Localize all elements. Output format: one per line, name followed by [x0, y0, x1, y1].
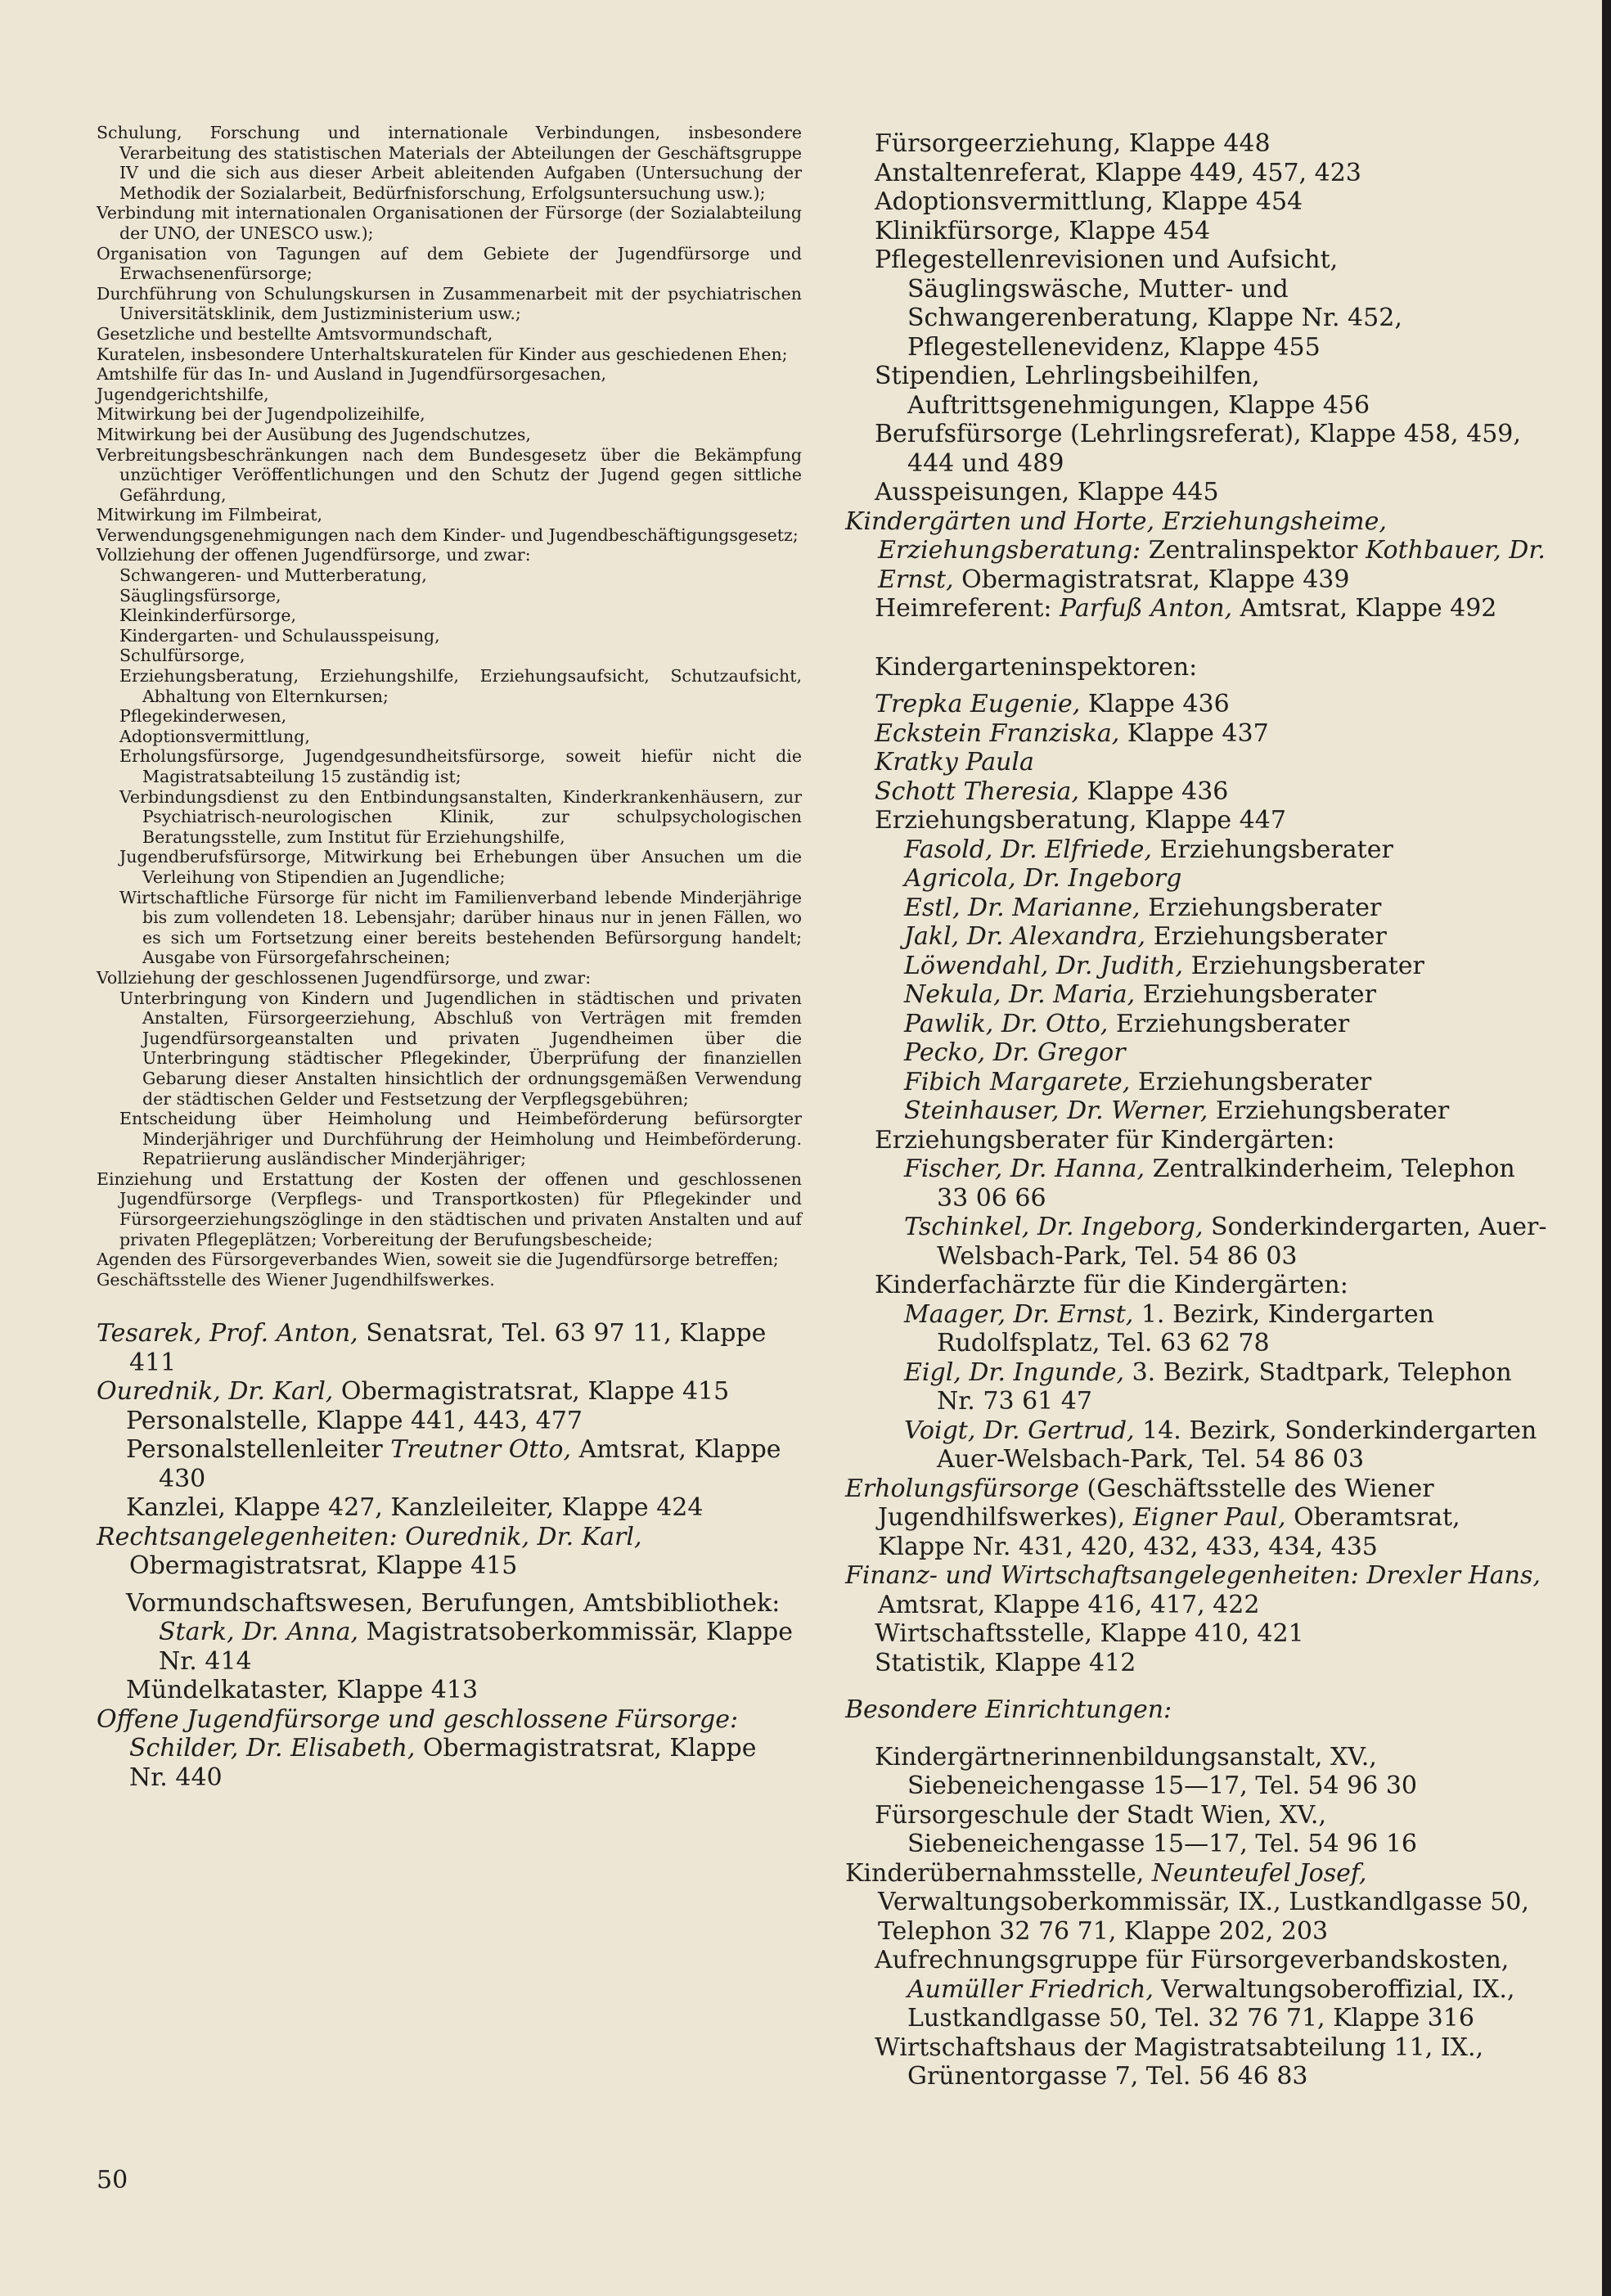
entry-name: Nekula, Dr. Maria,	[904, 980, 1136, 1009]
entry-name: Jakl, Dr. Alexandra,	[904, 922, 1146, 951]
entry-text: Senatsrat, Tel. 63 97 11, Klappe 411	[129, 1319, 767, 1377]
entry-text: Ausspeisungen, Klappe 445	[875, 478, 1219, 506]
entry-name: Treutner Otto,	[390, 1435, 572, 1465]
duty-item: Durchführung von Schulungskursen in Zusammenarbeit mit der psychiatrischen Universitätsklinik, dem Justizministerium usw.;	[97, 283, 802, 324]
directory-entry	[845, 1619, 1550, 1649]
entry-name: Kindergärten und Horte, Erziehungsheime, Erziehungsberatung:	[845, 506, 1387, 565]
directory-entry	[845, 1300, 1550, 1358]
entry-text: Sonderkindergarten, Auer-Welsbach-Park, Tel. 54 86 03	[937, 1213, 1547, 1271]
entry-name: Eigner Paul,	[1132, 1503, 1286, 1532]
entry-name: Erholungsfürsorge	[845, 1474, 1079, 1503]
directory-entry	[845, 1474, 1550, 1562]
duty-item: Entscheidung über Heimholung und Heimbeförderung befürsorgter Minderjähriger und Durchführung der Heimholung und Heimbeförderung. Repatriierung ausländischer Minderjähriger;	[119, 1109, 802, 1169]
entry-text: Personalstelle, Klappe 441, 443, 477	[126, 1406, 583, 1435]
entry-name: Pawlik, Dr. Otto,	[904, 1009, 1109, 1038]
entry-name: Estl, Dr. Marianne,	[904, 893, 1141, 922]
entry-name: Rechtsangelegenheiten: Ourednik, Dr. Karl,	[97, 1522, 642, 1551]
directory-entry	[845, 594, 1550, 624]
duty-item: Jugendberufsfürsorge, Mitwirkung bei Erhebungen über Ansuchen um die Verleihung von Stipendien an Jugendliche;	[119, 847, 802, 887]
entry-name: Fasold, Dr. Elfriede,	[904, 835, 1152, 864]
entry-text: Klappe 436	[1078, 777, 1229, 806]
entry-name: Kratky Paula	[875, 748, 1034, 777]
directory-entry	[845, 1416, 1550, 1474]
entry-text: Kinderübernahmsstelle,	[845, 1858, 1152, 1888]
entry-text: Kinderfachärzte für die Kindergärten:	[875, 1271, 1348, 1299]
directory-entry	[845, 478, 1550, 507]
entry-text: Verwaltungsoberoffizial, IX., Lustkandlgasse 50, Tel. 32 76 71, Klappe 316	[907, 1974, 1515, 2033]
directory-entry	[845, 1068, 1550, 1097]
entry-name: Schott Theresia,	[875, 777, 1079, 806]
directory-entry	[845, 1010, 1550, 1039]
entry-name: Pecko, Dr. Gregor	[904, 1038, 1126, 1067]
directory-entry	[845, 1213, 1550, 1271]
duty-item: Geschäftsstelle des Wiener Jugendhilfswerkes.	[97, 1269, 495, 1290]
directory-entry	[845, 187, 1550, 217]
directory-entry	[845, 1859, 1550, 1947]
entry-text: Fürsorgeschule der Stadt Wien, XV., Siebeneichengasse 15—17, Tel. 54 96 16	[875, 1800, 1418, 1858]
entry-text: Verwaltungsoberkommissär, IX., Lustkandlgasse 50, Telephon 32 76 71, Klappe 202, 203	[878, 1888, 1529, 1946]
duty-item: Einziehung und Erstattung der Kosten der offenen und geschlossenen Jugendfürsorge (Verpflegs- und Transportkosten) für Pflegekinder und Fürsorgeerziehungszöglinge in den städtischen und privaten Anstalten und auf privaten Pflegeplätzen; Vorbereitung der Berufungsbescheide;	[97, 1168, 802, 1249]
directory-entry	[97, 1589, 802, 1677]
duty-item: Jugendgerichtshilfe,	[97, 384, 269, 404]
entry-text: 1. Bezirk, Kindergarten Rudolfsplatz, Tel. 63 62 78	[937, 1299, 1434, 1357]
entry-text: Erziehungsberater	[1145, 922, 1387, 951]
entry-text: Heimreferent:	[875, 594, 1060, 623]
entry-name: Fischer, Dr. Hanna,	[904, 1155, 1145, 1183]
directory-entry	[845, 1038, 1550, 1068]
directory-entry	[845, 507, 1550, 595]
duty-item: Verbindung mit internationalen Organisationen der Fürsorge (der Sozialabteilung der UNO, der UNESCO usw.);	[97, 203, 802, 243]
entry-name: Fibich Margarete,	[904, 1067, 1131, 1096]
entry-text: Anstaltenreferat, Klappe 449, 457, 423	[875, 158, 1361, 187]
directory-entry	[845, 748, 1550, 777]
entry-name: Agricola, Dr. Ingeborg	[904, 864, 1182, 893]
duty-item: Gesetzliche und bestellte Amtsvormundschaft,	[97, 323, 493, 344]
duty-item: Schulung, Forschung und internationale Verbindungen, insbesondere Verarbeitung des statistischen Materials der Abteilungen der Geschäftsgruppe IV und die sich aus dieser Arbeit ableitenden Aufgaben (Untersuchung der Methodik der Sozialarbeit, Bedürfnisforschung, Erfolgsuntersuchung usw.);	[97, 123, 802, 203]
entry-name: Offene Jugendfürsorge und geschlossene Fürsorge: Schilder, Dr. Elisabeth,	[97, 1704, 739, 1763]
entry-name: Ourednik, Dr. Karl,	[97, 1377, 334, 1407]
directory-entry	[845, 806, 1550, 835]
directory-entry	[845, 1358, 1550, 1416]
entry-text: Vormundschaftswesen, Berufungen, Amtsbibliothek:	[126, 1588, 781, 1618]
entry-text: Statistik, Klappe 412	[875, 1648, 1136, 1677]
entry-text: Pflegestellenrevisionen und Aufsicht, Säuglingswäsche, Mutter- und Schwangerenberatung, Klappe Nr. 452, Pflegestellenevidenz, Klappe 455	[875, 245, 1402, 362]
entry-text: Oberamtsrat, Klappe Nr. 431, 420, 432, 433, 434, 435	[878, 1503, 1460, 1561]
entry-text: Aufrechnungsgruppe für Fürsorgeverbandskosten,	[875, 1946, 1510, 1974]
entry-name: Stark, Dr. Anna,	[159, 1618, 358, 1647]
directory-entry	[845, 1695, 1550, 1725]
entry-text: Obermagistratsrat, Klappe 439	[953, 565, 1350, 594]
entry-text: Kindergarteninspektoren:	[875, 652, 1198, 682]
duty-item: Adoptionsvermittlung,	[119, 726, 310, 746]
duty-item: Mitwirkung im Filmbeirat,	[97, 505, 323, 525]
entry-name: Steinhauser, Dr. Werner,	[904, 1096, 1208, 1125]
entry-text: 3. Bezirk, Stadtpark, Telephon Nr. 73 61 47	[937, 1357, 1512, 1416]
directory-entry	[845, 159, 1550, 188]
entry-text: Erziehungsberater	[1208, 1096, 1450, 1125]
entry-text: Berufsfürsorge (Lehrlingsreferat), Klappe 458, 459, 444 und 489	[875, 420, 1521, 478]
duty-item: Organisation von Tagungen auf dem Gebiete der Jugendfürsorge und Erwachsenenfürsorge;	[97, 243, 802, 284]
directory-entry	[845, 217, 1550, 246]
entry-text: Klappe 437	[1119, 718, 1269, 748]
directory-entry	[845, 129, 1550, 159]
duty-item: Schwangeren- und Mutterberatung,	[119, 565, 427, 586]
directory-entry	[845, 980, 1550, 1010]
entry-text: Adoptionsvermittlung, Klappe 454	[875, 187, 1303, 216]
page-number: 50	[97, 2166, 128, 2195]
entry-text: Amtsrat, Klappe 430	[159, 1435, 781, 1493]
directory-entry	[845, 2033, 1550, 2091]
duty-item: Säuglingsfürsorge,	[119, 585, 281, 606]
entry-text: Amtsrat, Klappe 492	[1232, 594, 1497, 623]
entry-text: Stipendien, Lehrlingsbeihilfen, Auftrittsgenehmigungen, Klappe 456	[875, 362, 1370, 420]
entry-name: Neunteufel Josef,	[1151, 1858, 1367, 1888]
entry-text: Personalstellenleiter	[126, 1435, 391, 1465]
entry-text: Obermagistratsrat, Klappe 415	[333, 1377, 730, 1407]
entry-text: Obermagistratsrat, Klappe 415	[129, 1551, 518, 1581]
entry-text: Kindergärtnerinnenbildungsanstalt, XV., Siebeneichengasse 15—17, Tel. 54 96 30	[875, 1742, 1418, 1800]
directory-entry	[845, 245, 1550, 362]
duty-item: Wirtschaftliche Fürsorge für nicht im Familienverband lebende Minderjährige bis zum vollendeten 18. Lebensjahr; darüber hinaus nur in jenen Fällen, wo es sich um Fortsetzung einer bereits bestehenden Befürsorgung handelt; Ausgabe von Fürsorgefahrscheinen;	[119, 887, 802, 968]
entry-text: Erziehungsberater	[1151, 835, 1393, 864]
duty-item: Kleinkinderfürsorge,	[119, 606, 297, 626]
directory-entry	[97, 1493, 802, 1523]
entry-text: Obermagistratsrat, Klappe Nr. 440	[129, 1734, 757, 1792]
entry-text: Mündelkataster, Klappe 413	[126, 1676, 479, 1705]
entry-name: Finanz- und Wirtschaftsangelegenheiten: Drexler Hans,	[845, 1561, 1541, 1590]
entry-text: (Geschäftsstelle des Wiener Jugendhilfswerkes),	[878, 1474, 1434, 1532]
entry-name: Löwendahl, Dr. Judith,	[904, 951, 1184, 980]
entry-text: Klinikfürsorge, Klappe 454	[875, 216, 1211, 245]
entry-text: Erziehungsberater für Kindergärten:	[875, 1125, 1335, 1155]
duty-item: Verwendungsgenehmigungen nach dem Kinder- und Jugendbeschäftigungsgesetz;	[97, 524, 799, 545]
directory-entry	[845, 653, 1550, 682]
directory-entry	[97, 1523, 802, 1581]
right-column	[845, 129, 1550, 2091]
duty-item: Pflegekinderwesen,	[119, 706, 287, 727]
entry-text: Zentralkinderheim, Telephon 33 06 66	[937, 1155, 1515, 1213]
directory-entry	[845, 1649, 1550, 1678]
entry-name: Maager, Dr. Ernst,	[904, 1299, 1134, 1329]
duty-item: Kindergarten- und Schulausspeisung,	[119, 625, 440, 646]
entry-name: Besondere Einrichtungen:	[845, 1695, 1172, 1724]
directory-entry	[845, 420, 1550, 478]
duty-item: Vollziehung der geschlossenen Jugendfürsorge, und zwar:	[97, 967, 592, 988]
directory-entry	[845, 1126, 1550, 1155]
directory-entry	[845, 362, 1550, 420]
entry-name: Eckstein Franziska,	[875, 718, 1120, 748]
directory-entry	[845, 894, 1550, 923]
directory-entry	[845, 1946, 1550, 2033]
entry-text: Erziehungsberater	[1140, 893, 1382, 922]
entry-text: Wirtschaftsstelle, Klappe 410, 421	[875, 1619, 1304, 1648]
entry-text: Fürsorgeerziehung, Klappe 448	[875, 129, 1271, 158]
duty-item: Amtshilfe für das In- und Ausland in Jugendfürsorgesachen,	[97, 364, 607, 385]
directory-entry	[97, 1377, 802, 1407]
directory-entry	[845, 835, 1550, 865]
entry-text: Magistratsoberkommissär, Klappe Nr. 414	[159, 1618, 793, 1676]
staff-directory-right	[845, 129, 1550, 2091]
directory-entry	[97, 1435, 802, 1493]
duty-item: Mitwirkung bei der Ausübung des Jugendschutzes,	[97, 424, 531, 444]
entry-name: Aumüller Friedrich,	[907, 1974, 1154, 2004]
entry-text: Wirtschaftshaus der Magistratsabteilung 11, IX., Grünentorgasse 7, Tel. 56 46 83	[875, 2033, 1484, 2091]
left-column	[97, 123, 802, 1792]
entry-text: Erziehungsberater	[1130, 1067, 1372, 1096]
duty-item: Unterbringung von Kindern und Jugendlichen in städtischen und privaten Anstalten, Fürsorgeerziehung, Abschluß von Verträgen mit fremden Jugendfürsorgeanstalten und privaten Jugendheimen über die Unterbringung städtischer Pflegekinder, Überprüfung der finanziellen Gebarung dieser Anstalten hinsichtlich der ordnungsgemäßen Verwendung der städtischen Gelder und Festsetzung der Verpflegsgebühren;	[119, 988, 802, 1109]
directory-entry	[97, 1407, 802, 1436]
directory-entry	[845, 1561, 1550, 1619]
duty-item: Schulfürsorge,	[119, 646, 245, 666]
duty-item: Mitwirkung bei der Jugendpolizeihilfe,	[97, 404, 425, 425]
entry-text: Amtsrat, Klappe 416, 417, 422	[878, 1590, 1260, 1619]
entry-text: Klappe 436	[1080, 690, 1230, 718]
entry-text: Erziehungsberater	[1135, 980, 1377, 1009]
directory-entry	[845, 1096, 1550, 1126]
entry-text: Erziehungsberater	[1108, 1009, 1350, 1038]
duties-list	[97, 123, 802, 1290]
directory-entry	[845, 1271, 1550, 1300]
entry-text: Kanzlei, Klappe 427, Kanzleileiter, Klappe 424	[126, 1493, 704, 1523]
duty-item: Kuratelen, insbesondere Unterhaltskuratelen für Kinder aus geschiedenen Ehen;	[97, 344, 788, 364]
entry-text: Erziehungsberater	[1183, 951, 1424, 980]
duty-item: Vollziehung der offenen Jugendfürsorge, und zwar:	[97, 545, 531, 565]
directory-entry	[845, 777, 1550, 807]
directory-entry	[845, 864, 1550, 894]
directory-entry	[845, 1155, 1550, 1213]
duty-item: Verbreitungsbeschränkungen nach dem Bundesgesetz über die Bekämpfung unzüchtiger Veröffentlichungen und den Schutz der Jugend gegen sittliche Gefährdung,	[97, 444, 802, 505]
entry-name: Parfuß Anton,	[1060, 594, 1233, 623]
directory-entry	[845, 922, 1550, 952]
entry-text: 14. Bezirk, Sonderkindergarten Auer-Welsbach-Park, Tel. 54 86 03	[937, 1416, 1537, 1474]
duty-item: Erziehungsberatung, Erziehungshilfe, Erziehungsaufsicht, Schutzaufsicht, Abhaltung von Elternkursen;	[119, 666, 802, 706]
entry-name: Tesarek, Prof. Anton,	[97, 1319, 358, 1348]
directory-entry	[845, 952, 1550, 981]
staff-directory-left	[97, 1319, 802, 1792]
directory-entry	[845, 1743, 1550, 1801]
entry-name: Kothbauer, Dr. Ernst,	[878, 536, 1546, 594]
entry-name: Trepka Eugenie,	[875, 690, 1081, 718]
entry-name: Eigl, Dr. Ingunde,	[904, 1357, 1125, 1387]
directory-entry	[97, 1319, 802, 1377]
directory-entry	[845, 1801, 1550, 1859]
directory-entry	[845, 690, 1550, 719]
entry-text: Erziehungsberatung, Klappe 447	[875, 806, 1286, 835]
duty-item: Agenden des Fürsorgeverbandes Wien, soweit sie die Jugendfürsorge betreffen;	[97, 1249, 779, 1270]
entry-name: Voigt, Dr. Gertrud,	[904, 1416, 1135, 1445]
directory-entry	[845, 719, 1550, 749]
directory-entry	[97, 1705, 802, 1793]
duty-item: Verbindungsdienst zu den Entbindungsanstalten, Kinderkrankenhäusern, zur Psychiatrisch-neurologischen Klinik, zur schulpsychologischen Beratungsstelle, zum Institut für Erziehungshilfe,	[119, 786, 802, 847]
directory-entry	[97, 1676, 802, 1705]
entry-text: Zentralinspektor	[1141, 536, 1366, 565]
duty-item: Erholungsfürsorge, Jugendgesundheitsfürsorge, soweit hiefür nicht die Magistratsabteilung 15 zuständig ist;	[119, 746, 802, 786]
entry-name: Tschinkel, Dr. Ingeborg,	[904, 1213, 1204, 1241]
